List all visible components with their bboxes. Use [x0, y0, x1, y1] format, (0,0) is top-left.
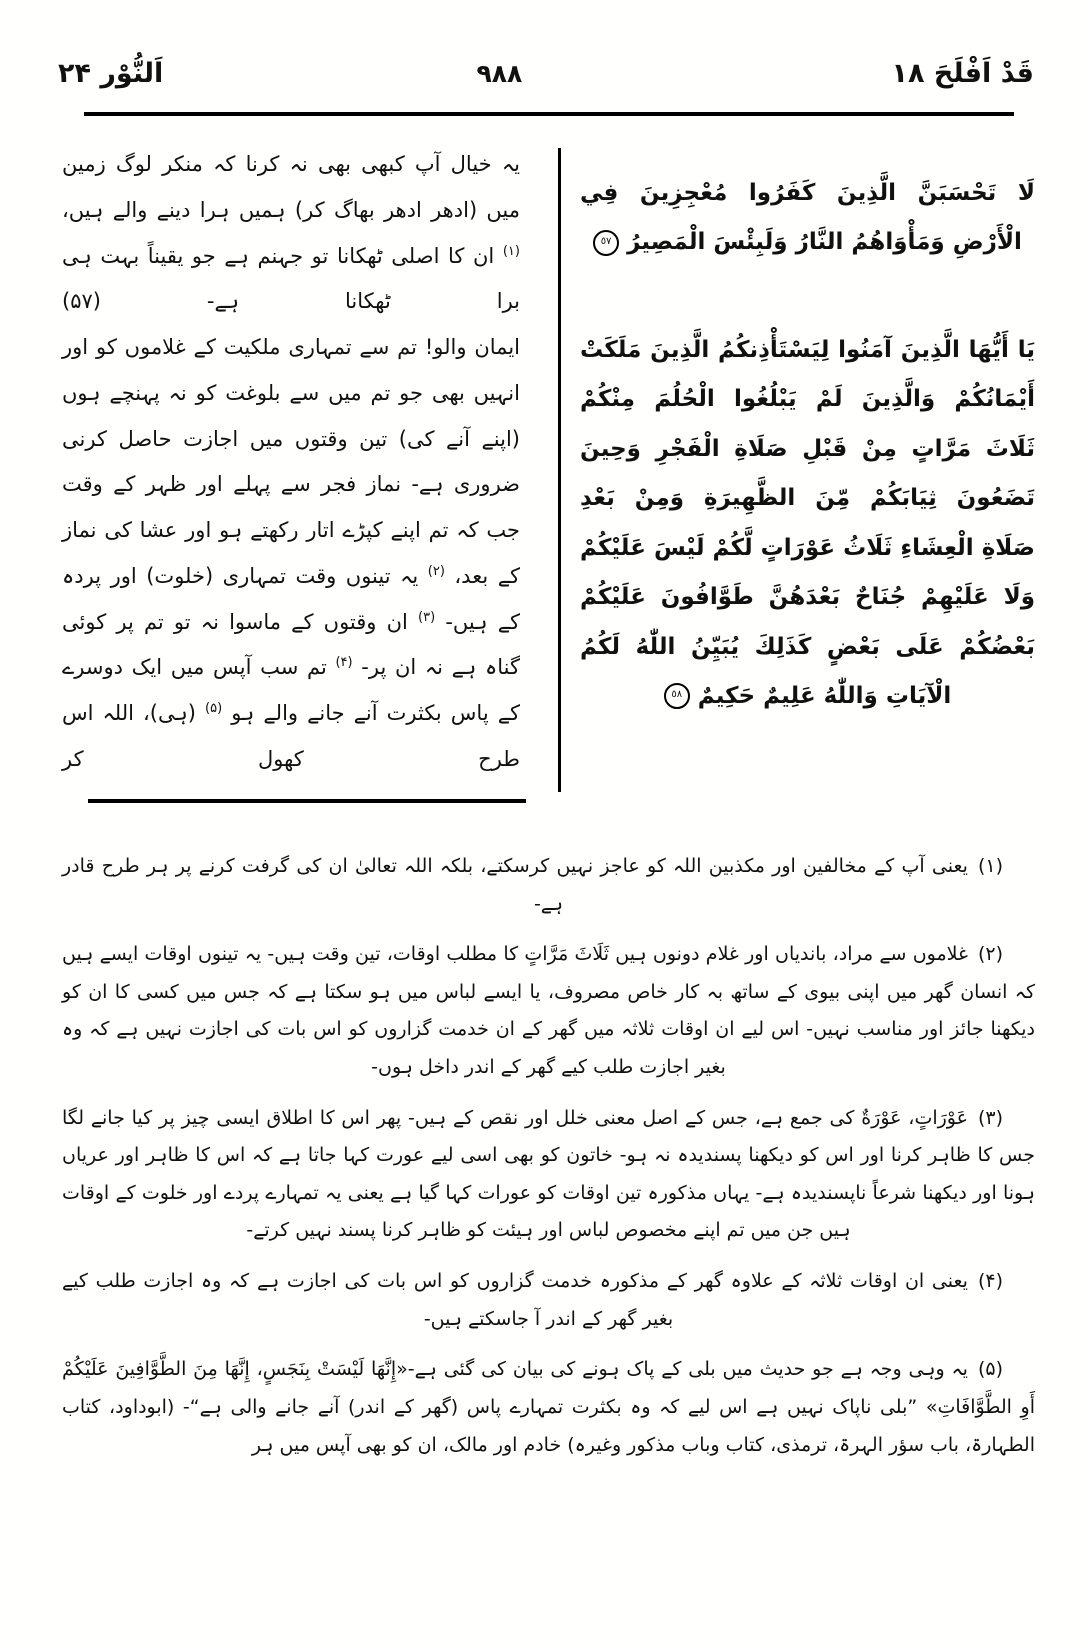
footnote-number: (۵) [977, 1358, 1003, 1381]
footnote-number: (۴) [977, 1270, 1003, 1293]
arabic-verse [580, 169, 1035, 268]
footnotes-divider-rule [88, 799, 526, 803]
surah-name-label: اَلنُّوْر ۲۴ [58, 58, 164, 89]
footnote-ref-marker: (۲) [427, 563, 445, 579]
footnote-number: (۲) [977, 943, 1003, 966]
arabic-verse-text: يَا أَيُّهَا الَّذِينَ آمَنُوا لِيَسْتَأْذِنكُمُ الَّذِينَ مَلَكَتْ أَيْمَانُكُمْ وَالَّذِينَ لَمْ يَبْلُغُوا الْحُلُمَ مِنْكُمْ ثَلَاثَ مَرَّاتٍ مِنْ قَبْلِ صَلَاةِ الْفَجْرِ وَحِينَ تَضَعُونَ ثِيَابَكُمْ مِّنَ الظَّهِيرَةِ وَمِنْ بَعْدِ صَلَاةِ الْعِشَاءِ ثَلَاثُ عَوْرَاتٍ لَّكُمْ لَيْسَ عَلَيْكُمْ وَلَا عَلَيْهِمْ جُنَاحٌ بَعْدَهُنَّ طَوَّافُونَ عَلَيْكُمْ بَعْضُكُمْ عَلَى بَعْضٍ كَذَلِكَ يُبَيِّنُ اللّٰهُ لَكُمُ الْآيَاتِ وَاللّٰهُ عَلِيمٌ حَكِيمٌ [580, 336, 1035, 709]
footnote [62, 848, 1035, 923]
page-header [58, 58, 1034, 89]
footnote-number: (۳) [977, 1106, 1003, 1129]
arabic-verses-column [580, 146, 1035, 744]
footnote-number: (۱) [977, 855, 1003, 877]
urdu-translation-paragraph: ایمان والو! تم سے تمہاری ملکیت کے غلاموں کو اور انہیں بھی جو تم میں سے بلوغت کو نہ پہنچے ہوں (اپنے آنے کی) تین وقتوں میں اجازت حاصل کرنی ضروری ہے- نماز فجر سے پہلے اور ظہر کے وقت جب کہ تم اپنے کپڑے اتار رکھتے ہو اور عشا کی نماز کے بعد، $^{(۲)}$ یہ تینوں وقت تمہاری (خلوت) اور پردہ کے ہیں- $^{(۳)}$ ان وقتوں کے ماسوا نہ تو تم پر کوئی گناہ ہے نہ ان پر- $^{(۴)}$ تم سب آپس میں ایک دوسرے کے پاس بکثرت آنے جانے والے ہو $^{(۵)}$ (ہی)، اللہ اس طرح کھول کر [62, 335, 521, 771]
footnote [62, 936, 1035, 1086]
footnote [62, 1100, 1035, 1250]
footnote-ref-marker: (۴) [335, 655, 353, 671]
footnote-ref-marker: (۱) [502, 243, 520, 259]
verse-end-marker: ٥٨ [664, 683, 690, 709]
footnote-text: عَوْرَاتٍ، عَوْرَةٌ کی جمع ہے، جس کے اصل معنی خلل اور نقص کے ہیں- پھر اس کا اطلاق ایسی چیز پر کیا جانے لگا جس کا ظاہر کرنا اور اس کو دیکھنا پسندیدہ نہ ہو- خاتون کو بھی اسی لیے عورت کہا جاتا ہے کہ اس کا ظاہر اور عریاں ہونا اور دیکھنا شرعاً ناپسندیدہ ہے- یہاں مذکورہ تین اوقات کو عورات کہا گیا ہے یعنی یہ تمہارے پردے اور خلوت کے اوقات ہیں جن میں تم اپنے مخصوص لباس اور ہیئت کو ظاہر کرنا پسند نہیں کرتے- [62, 1106, 1035, 1242]
footnote-text: یعنی آپ کے مخالفین اور مکذبین اللہ کو عاجز نہیں کرسکتے، بلکہ اللہ تعالیٰ ان کی گرفت کرنے پر ہر طرح قادر ہے- [62, 855, 968, 915]
page-number: ٩٨٨ [476, 59, 523, 88]
arabic-verse [580, 326, 1035, 722]
urdu-translation-paragraph: یہ خیال آپ کبھی بھی نہ کرنا کہ منکر لوگ زمین میں (ادھر ادھر بھاگ کر) ہمیں ہرا دینے والے ہیں، $^{(۱)}$ ان کا اصلی ٹھکانا تو جہنم ہے جو یقیناً بہت ہی برا ٹھکانا ہے- (۵۷) [62, 152, 520, 314]
footnote [62, 1351, 1035, 1464]
verse-end-marker: ٥٧ [593, 230, 619, 256]
footnote-ref-marker: (۵) [205, 701, 223, 717]
juz-name-label: قَدْ اَفْلَحَ ۱۸ [891, 58, 1034, 89]
footnote-ref-marker: (۳) [418, 609, 436, 625]
column-divider-line [558, 148, 561, 792]
footnote-text: یہ وہی وجہ ہے جو حدیث میں بلی کے پاک ہونے کی بیان کی گئی ہے-«إِنَّهَا لَيْسَتْ بِنَجَسٍ، إِنَّهَا مِنَ الطَّوَّافِينَ عَلَيْكُمْ أَوِ الطَّوَّافَاتِ» ”بلی ناپاک نہیں ہے اس لیے کہ وہ بکثرت تمہارے پاس (گھر کے اندر) آنے جانے والی ہے“- (ابوداود، کتاب الطہارۃ، باب سؤر الہرۃ، ترمذی، کتاب وباب مذکور وغیرہ) خادم اور مالک، ان کو بھی آپس میں ہر [62, 1358, 1035, 1456]
footnote-text: غلاموں سے مراد، باندیاں اور غلام دونوں ہیں ثَلَاثَ مَرَّاتٍ کا مطلب اوقات، تین وقت ہیں- یہ تینوں اوقات ایسے ہیں کہ انسان گھر میں اپنی بیوی کے ساتھ بہ کار خاص مصروف، یا ایسے لباس میں ہو سکتا ہے کہ جس میں کسی کا ان کو دیکھنا جائز اور مناسب نہیں- اس لیے ان اوقات ثلاثہ میں گھر کے ان خدمت گزاروں کو اس بات کی اجازت نہیں ہے کہ وہ بغیر اجازت طلب کیے گھر کے اندر داخل ہوں- [62, 943, 1035, 1079]
header-divider-rule [84, 112, 1014, 116]
footnote [62, 1263, 1035, 1338]
footnote-text: یعنی ان اوقات ثلاثہ کے علاوہ گھر کے مذکورہ خدمت گزاروں کو اس بات کی اجازت ہے کہ وہ اجازت طلب کیے بغیر گھر کے اندر آ جاسکتے ہیں- [62, 1270, 968, 1330]
footnotes-section [62, 848, 1035, 1477]
urdu-translation-column [62, 142, 520, 783]
arabic-verse-text: لَا تَحْسَبَنَّ الَّذِينَ كَفَرُوا مُعْجِزِينَ فِي الْأَرْضِ وَمَأْوَاهُمُ النَّارُ وَلَبِئْسَ الْمَصِيرُ [580, 180, 1035, 256]
